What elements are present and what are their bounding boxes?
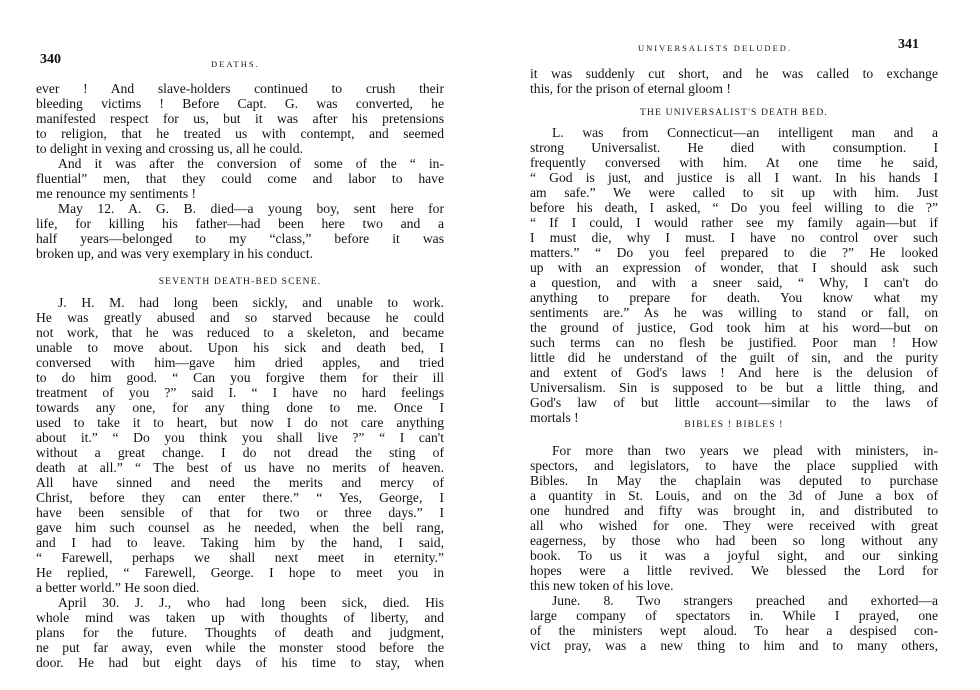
- text-line: used to take it to heart, but now I do not care anything: [36, 415, 444, 430]
- text-line: towards any one, for any thing done to me. Once I: [36, 400, 444, 415]
- page-number: 340: [40, 52, 61, 67]
- text-line: up with an expression of wonder, that I should ask such: [530, 260, 938, 275]
- text-line: May 12. A. G. B. died—a young boy, sent here for: [58, 201, 444, 216]
- text-line: to do him good. “ Can you forgive them for their ill: [36, 370, 444, 385]
- text-line: I must die, why I must. I have no control over such: [530, 230, 938, 245]
- text-line: not work, that he was reduced to a skeleton, and became: [36, 325, 444, 340]
- text-line: “ If I could, I would rather see my family again—but if: [530, 215, 938, 230]
- text-line: a question, and with a sneer said, “ Why, I can't do: [530, 275, 938, 290]
- text-line: April 30. J. J., who had long been sick, died. His: [58, 595, 444, 610]
- text-line: door. He had but eight days of his time to stay, when: [36, 655, 444, 670]
- text-line: ne put far away, even while the monster stood before the: [36, 640, 444, 655]
- text-line: For more than two years we plead with ministers, in-: [552, 443, 938, 458]
- text-line: to religion, that he treated us with contempt, and seemed: [36, 126, 444, 141]
- text-line: unable to move about. Upon his sick and death bed, I: [36, 340, 444, 355]
- text-line: all who wished for one. They were received with great: [530, 518, 938, 533]
- running-head: UNIVERSALISTS DELUDED.: [638, 43, 793, 53]
- text-line: death at all.” “ The best of us have no merits of heaven.: [36, 460, 444, 475]
- text-line: plans for the future. Thoughts of death and judgment,: [36, 625, 444, 640]
- text-line: am safe.” We were called to sit up with him. Just: [530, 185, 938, 200]
- text-line: to delight in vexing and crossing us, all he could.: [36, 141, 303, 156]
- text-line: a quantity in St. Louis, and on the 3d of June a box of: [530, 488, 938, 503]
- section-heading: BIBLES ! BIBLES !: [684, 420, 784, 430]
- text-line: this, for the prison of eternal gloom !: [530, 81, 731, 96]
- text-line: He replied, “ Farewell, George. I hope to meet you in: [36, 565, 444, 580]
- text-line: bleeding victims ! Before Capt. G. was converted, he: [36, 96, 444, 111]
- text-line: “ God is just, and justice is all I want. In his hands I: [530, 170, 938, 185]
- text-line: frequently conversed with him. At one time he said,: [530, 155, 938, 170]
- text-line: mortals !: [530, 410, 579, 425]
- text-line: spectors, and legislators, to have the place supplied with: [530, 458, 938, 473]
- text-line: ever ! And slave-holders continued to crush their: [36, 81, 444, 96]
- text-line: matters.” “ Do you feel prepared to die ?” He looked: [530, 245, 938, 260]
- text-line: conversed with him—gave him dried apples, and tried: [36, 355, 444, 370]
- text-line: have been sensible of that for two or three days.” I: [36, 505, 444, 520]
- text-line: the ground of justice, God took him at his word—but on: [530, 320, 938, 335]
- text-line: and extent of God's laws ! And here is the delusion of: [530, 365, 938, 380]
- text-line: this new token of his love.: [530, 578, 674, 593]
- text-line: sentiments are.” As he was willing to stand or fall, on: [530, 305, 938, 320]
- text-line: manifested respect for us, but it was after his pretensions: [36, 111, 444, 126]
- text-line: one hundred and fifty was brought in, and distributed to: [530, 503, 938, 518]
- text-line: half years—belonged to my “class,” before it was: [36, 231, 444, 246]
- text-line: such terms can no flesh be justified. Poor man ! How: [530, 335, 938, 350]
- page-number: 341: [898, 37, 919, 52]
- text-line: Bibles. In May the chaplain was deputed to purchase: [530, 473, 938, 488]
- text-line: Universalism. Sin is supposed to be but a little thing, and: [530, 380, 938, 395]
- text-line: large company of spectators in. While I prayed, one: [530, 608, 938, 623]
- text-line: L. was from Connecticut—an intelligent man and a: [552, 125, 938, 140]
- text-line: God's law of but little account—similar to the laws of: [530, 395, 938, 410]
- text-line: book. To us it was a joyful sight, and our sinking: [530, 548, 938, 563]
- text-line: treatment of you ?” said I. “ I have no hard feelings: [36, 385, 444, 400]
- text-line: a better world.” He soon died.: [36, 580, 200, 595]
- text-line: anything to prepare for death. You know what my: [530, 290, 938, 305]
- section-heading: SEVENTH DEATH-BED SCENE.: [158, 277, 322, 287]
- text-line: life, for killing his father—had been here two and a: [36, 216, 444, 231]
- text-line: without a great change. I do not dread the sting of: [36, 445, 444, 460]
- text-line: strong Universalist. He died with consumption. I: [530, 140, 938, 155]
- text-line: Christ, before they can enter there.” “ Yes, George, I: [36, 490, 444, 505]
- text-line: And it was after the conversion of some of the “ in-: [58, 156, 444, 171]
- text-line: before his death, I asked, “ Do you feel willing to die ?”: [530, 200, 938, 215]
- text-line: All have sinned and need the merits and mercy of: [36, 475, 444, 490]
- text-line: and I had to leave. Taking him by the hand, I said,: [36, 535, 444, 550]
- text-line: He was greatly abused and so starved because he could: [36, 310, 444, 325]
- text-line: whole mind was taken up with thoughts of liberty, and: [36, 610, 444, 625]
- text-line: broken up, and was very exemplary in his conduct.: [36, 246, 314, 261]
- text-line: J. H. M. had long been sickly, and unable to work.: [58, 295, 444, 310]
- text-line: fluential” men, that they could come and labor to have: [36, 171, 444, 186]
- text-line: little did he understand of the guilt of sin, and the purity: [530, 350, 938, 365]
- text-line: gave him such counsel as he needed, when the bell rang,: [36, 520, 444, 535]
- section-heading: THE UNIVERSALIST'S DEATH BED.: [640, 108, 828, 118]
- running-head: DEATHS.: [211, 59, 260, 69]
- text-line: vict pray, was a new thing to him and to many others,: [530, 638, 938, 653]
- text-line: me renounce my sentiments !: [36, 186, 197, 201]
- text-line: of the ministers wept aloud. To hear a despised con-: [530, 623, 938, 638]
- text-line: it was suddenly cut short, and he was called to exchange: [530, 66, 938, 81]
- text-line: about it.” “ Do you think you shall live ?” “ I can't: [36, 430, 444, 445]
- text-line: “ Farewell, perhaps we shall next meet in eternity.”: [36, 550, 444, 565]
- text-line: eagerness, by those who had been so long without any: [530, 533, 938, 548]
- text-line: hopes were a little revived. We blessed the Lord for: [530, 563, 938, 578]
- text-line: June. 8. Two strangers preached and exhorted—a: [552, 593, 938, 608]
